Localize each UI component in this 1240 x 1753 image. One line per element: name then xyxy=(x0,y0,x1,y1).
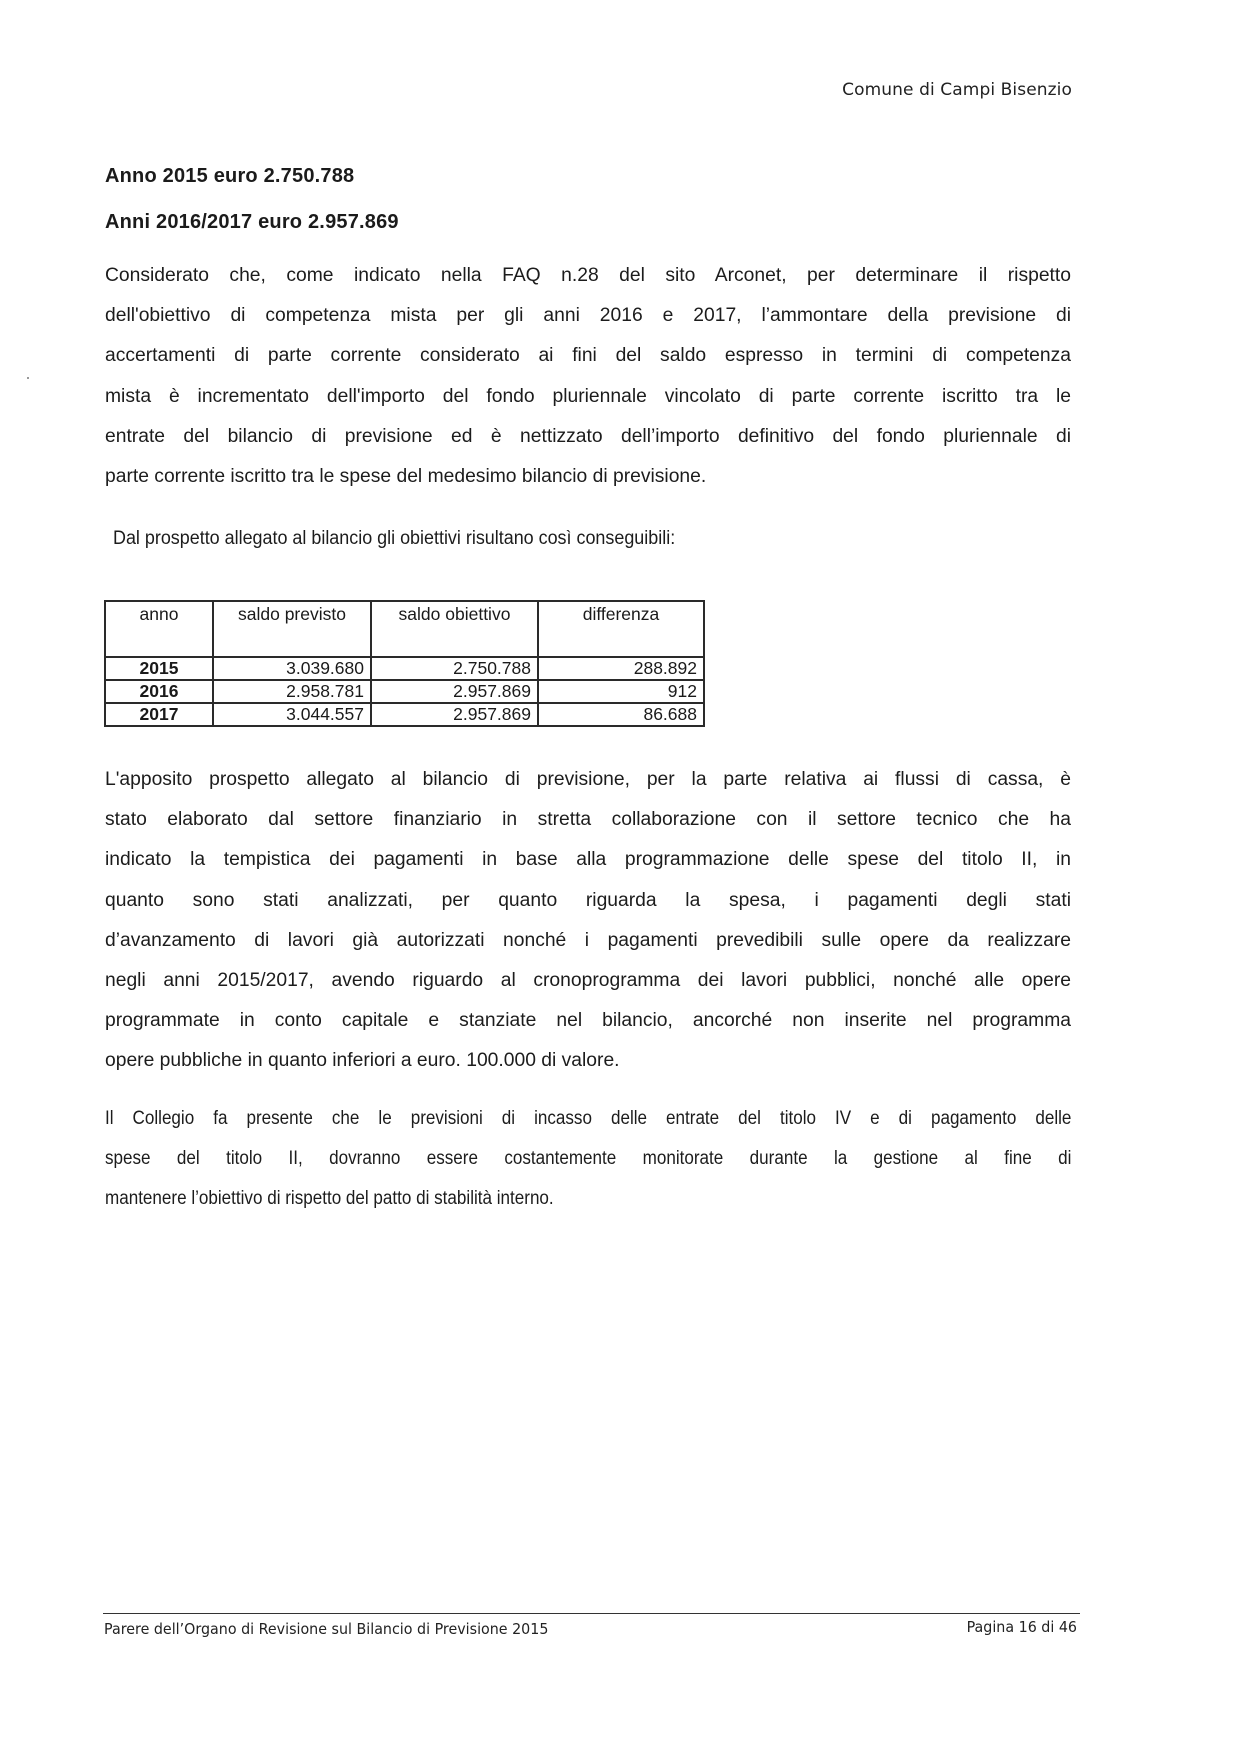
column-header-differenza: differenza xyxy=(538,601,704,657)
saldo-obiettivo-table xyxy=(104,600,705,727)
table-row xyxy=(105,657,704,680)
table-header-row xyxy=(105,601,704,657)
table-intro: Dal prospetto allegato al bilancio gli obiettivi risultano così conseguibili: xyxy=(113,528,676,549)
page-header-organization: Comune di Campi Bisenzio xyxy=(842,80,1072,100)
column-header-saldo-previsto: saldo previsto xyxy=(213,601,371,657)
cell-differenza: 86.688 xyxy=(538,703,704,726)
cell-anno: 2017 xyxy=(105,703,213,726)
table-row xyxy=(105,680,704,703)
text-line: entrate del bilancio di previsione ed è nettizzato dell’importo definitivo del fondo pluriennale di xyxy=(105,425,1071,447)
text-line: mista è incrementato dell'importo del fondo pluriennale vincolato di parte corrente iscritto tra le xyxy=(105,385,1071,407)
text-line: dell'obiettivo di competenza mista per gli anni 2016 e 2017, l’ammontare della previsione di xyxy=(105,305,1071,327)
table-row xyxy=(105,703,704,726)
cell-saldo-obiettivo: 2.957.869 xyxy=(371,680,538,703)
footer-page-number: Pagina 16 di 46 xyxy=(966,1618,1077,1636)
cell-saldo-obiettivo: 2.957.869 xyxy=(371,703,538,726)
footer-divider xyxy=(103,1613,1080,1614)
target-2016-2017: Anni 2016/2017 euro 2.957.869 xyxy=(105,211,399,233)
cell-differenza: 912 xyxy=(538,680,704,703)
text-line: Il Collegio fa presente che le previsioni di incasso delle entrate del titolo IV e di pagamento delle xyxy=(105,1108,1072,1129)
text-line: L'apposito prospetto allegato al bilancio di previsione, per la parte relativa ai flussi di cassa, è xyxy=(105,769,1071,790)
paragraph-collegio xyxy=(105,1099,1071,1220)
text-line: d’avanzamento di lavori già autorizzati nonché i pagamenti prevedibili sulle opere da realizzare xyxy=(105,929,1071,951)
paragraph-apposito xyxy=(105,760,1071,1082)
cell-saldo-previsto: 3.039.680 xyxy=(213,657,371,680)
text-line: Considerato che, come indicato nella FAQ n.28 del sito Arconet, per determinare il rispetto xyxy=(105,265,1071,286)
text-line: accertamenti di parte corrente considerato ai fini del saldo espresso in termini di competenza xyxy=(105,345,1071,367)
column-header-anno: anno xyxy=(105,601,213,657)
text-line: opere pubbliche in quanto inferiori a euro. 100.000 di valore. xyxy=(105,1050,620,1072)
cell-differenza: 288.892 xyxy=(538,657,704,680)
text-line: programmate in conto capitale e stanziate nel bilancio, ancorché non inserite nel programma xyxy=(105,1010,1071,1032)
text-line: spese del titolo II, dovranno essere costantemente monitorate durante la gestione al fine di xyxy=(105,1148,1072,1170)
text-line: parte corrente iscritto tra le spese del medesimo bilancio di previsione. xyxy=(105,466,707,488)
text-line: mantenere l’obiettivo di rispetto del patto di stabilità interno. xyxy=(105,1188,554,1210)
text-line: stato elaborato dal settore finanziario in stretta collaborazione con il settore tecnico che ha xyxy=(105,809,1071,831)
paragraph-considerato xyxy=(105,256,1071,497)
cell-saldo-obiettivo: 2.750.788 xyxy=(371,657,538,680)
cell-anno: 2015 xyxy=(105,657,213,680)
text-line: quanto sono stati analizzati, per quanto riguarda la spesa, i pagamenti degli stati xyxy=(105,889,1071,911)
text-line: negli anni 2015/2017, avendo riguardo al cronoprogramma dei lavori pubblici, nonché alle opere xyxy=(105,970,1071,992)
column-header-saldo-obiettivo: saldo obiettivo xyxy=(371,601,538,657)
cell-saldo-previsto: 2.958.781 xyxy=(213,680,371,703)
text-line: indicato la tempistica dei pagamenti in base alla programmazione delle spese del titolo II, in xyxy=(105,849,1071,871)
cell-anno: 2016 xyxy=(105,680,213,703)
cell-saldo-previsto: 3.044.557 xyxy=(213,703,371,726)
target-2015: Anno 2015 euro 2.750.788 xyxy=(105,165,355,187)
scan-artifact xyxy=(27,377,29,379)
footer-document-title: Parere dell’Organo di Revisione sul Bilancio di Previsione 2015 xyxy=(104,1620,549,1638)
